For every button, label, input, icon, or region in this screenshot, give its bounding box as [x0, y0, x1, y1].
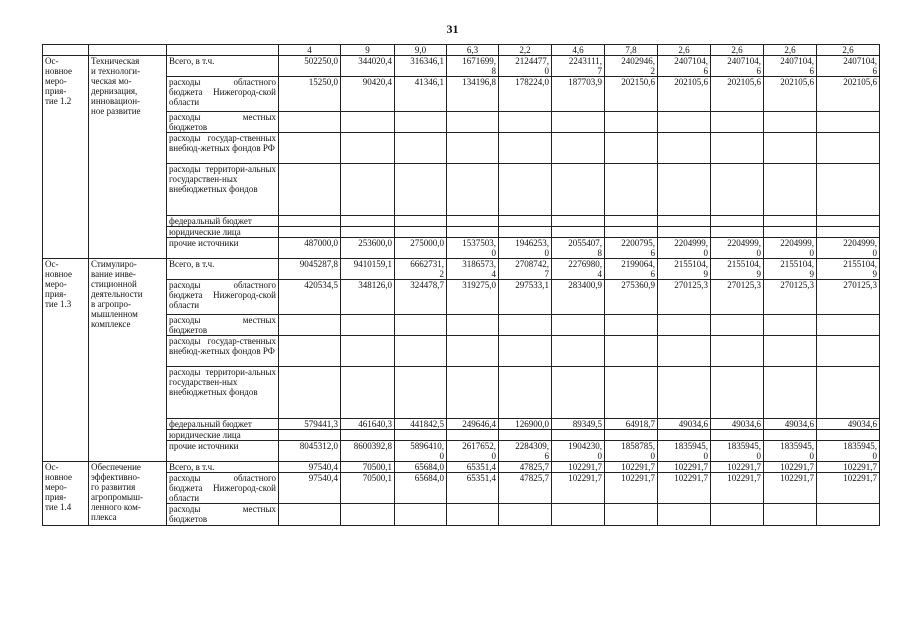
value-cell: 89349,5	[552, 419, 605, 430]
value-cell: 1835945, 0	[711, 441, 764, 462]
value-cell: 6662731, 2	[395, 259, 447, 280]
value-cell: 47825,7	[499, 462, 552, 473]
value-cell	[605, 227, 658, 238]
value-cell: 49034,6	[817, 419, 880, 430]
value-cell: 2204999, 0	[817, 238, 880, 259]
value-cell	[395, 367, 447, 419]
funding-source-cell: расходы областного бюджета Нижегород-ской области	[167, 473, 279, 504]
value-cell	[817, 504, 880, 526]
table-row	[43, 473, 880, 504]
value-cell	[447, 216, 499, 227]
value-cell: 2155104, 9	[658, 259, 711, 280]
header-cell: 4	[279, 45, 341, 56]
value-cell	[447, 504, 499, 526]
value-cell	[605, 112, 658, 133]
value-cell	[447, 430, 499, 441]
value-cell	[605, 504, 658, 526]
funding-source-cell: юридические лица	[167, 227, 279, 238]
header-cell: 2,6	[658, 45, 711, 56]
value-cell: 2155104, 9	[764, 259, 817, 280]
value-cell	[711, 504, 764, 526]
value-cell: 15250,0	[279, 77, 341, 112]
value-cell: 348126,0	[341, 280, 395, 315]
value-cell	[658, 430, 711, 441]
value-cell: 65684,0	[395, 473, 447, 504]
value-cell	[499, 315, 552, 336]
value-cell: 249646,4	[447, 419, 499, 430]
page-number: 31	[446, 22, 459, 36]
table-row	[43, 504, 880, 526]
value-cell	[552, 164, 605, 216]
value-cell: 1858785, 0	[605, 441, 658, 462]
value-cell	[341, 430, 395, 441]
value-cell: 1537503, 0	[447, 238, 499, 259]
value-cell	[499, 216, 552, 227]
value-cell	[341, 164, 395, 216]
table-row	[43, 77, 880, 112]
header-cell-empty	[89, 45, 167, 56]
value-cell	[499, 227, 552, 238]
value-cell	[605, 336, 658, 367]
value-cell	[605, 315, 658, 336]
value-cell: 2407104, 6	[764, 56, 817, 77]
value-cell: 102291,7	[817, 473, 880, 504]
value-cell: 2199064, 6	[605, 259, 658, 280]
header-cell: 2,6	[817, 45, 880, 56]
value-cell	[764, 315, 817, 336]
value-cell	[605, 133, 658, 164]
table-row	[43, 227, 880, 238]
table-row	[43, 430, 880, 441]
table-row	[43, 238, 880, 259]
value-cell: 47825,7	[499, 473, 552, 504]
funding-source-cell: Всего, в т.ч.	[167, 56, 279, 77]
value-cell: 2155104, 9	[711, 259, 764, 280]
value-cell	[658, 504, 711, 526]
value-cell	[605, 367, 658, 419]
funding-source-cell: прочие источники	[167, 238, 279, 259]
value-cell	[658, 216, 711, 227]
value-cell: 2204999, 0	[711, 238, 764, 259]
table-row	[43, 441, 880, 462]
header-cell: 2,6	[711, 45, 764, 56]
header-cell: 7,8	[605, 45, 658, 56]
value-cell	[764, 164, 817, 216]
value-cell: 126900,0	[499, 419, 552, 430]
value-cell: 441842,5	[395, 419, 447, 430]
value-cell	[817, 367, 880, 419]
value-cell: 102291,7	[658, 473, 711, 504]
value-cell: 275360,9	[605, 280, 658, 315]
value-cell	[764, 430, 817, 441]
event-cell: Ос- новное меро- прия- тие 1.4	[43, 462, 89, 526]
value-cell: 2402946, 2	[605, 56, 658, 77]
value-cell: 97540,4	[279, 462, 341, 473]
value-cell	[279, 216, 341, 227]
value-cell: 297533,1	[499, 280, 552, 315]
value-cell	[605, 430, 658, 441]
value-cell	[447, 112, 499, 133]
value-cell: 2055407, 8	[552, 238, 605, 259]
header-cell: 2,2	[499, 45, 552, 56]
value-cell	[817, 430, 880, 441]
value-cell	[447, 315, 499, 336]
table-row	[43, 112, 880, 133]
value-cell	[447, 336, 499, 367]
value-cell: 420534,5	[279, 280, 341, 315]
value-cell	[279, 112, 341, 133]
value-cell	[711, 216, 764, 227]
value-cell: 2617652, 0	[447, 441, 499, 462]
value-cell: 2407104, 6	[658, 56, 711, 77]
value-cell	[395, 133, 447, 164]
value-cell	[658, 164, 711, 216]
value-cell	[658, 336, 711, 367]
value-cell: 202105,6	[658, 77, 711, 112]
value-cell	[279, 336, 341, 367]
value-cell: 9410159,1	[341, 259, 395, 280]
value-cell	[499, 112, 552, 133]
funding-source-cell: расходы местных бюджетов	[167, 504, 279, 526]
value-cell	[817, 164, 880, 216]
value-cell: 70500,1	[341, 473, 395, 504]
value-cell	[279, 367, 341, 419]
value-cell	[279, 315, 341, 336]
value-cell	[395, 164, 447, 216]
value-cell	[447, 133, 499, 164]
value-cell: 2124477, 0	[499, 56, 552, 77]
value-cell: 64918,7	[605, 419, 658, 430]
funding-source-cell: расходы местных бюджетов	[167, 315, 279, 336]
header-cell: 9	[341, 45, 395, 56]
funding-source-cell: расходы областного бюджета Нижегород-ской области	[167, 280, 279, 315]
value-cell: 275000,0	[395, 238, 447, 259]
value-cell	[658, 133, 711, 164]
value-cell: 49034,6	[711, 419, 764, 430]
value-cell: 316346,1	[395, 56, 447, 77]
value-cell	[279, 430, 341, 441]
value-cell: 102291,7	[764, 462, 817, 473]
value-cell: 8045312,0	[279, 441, 341, 462]
funding-source-cell: расходы территори-альных государствен-ных внебюджетных фондов	[167, 367, 279, 419]
funding-source-cell: Всего, в т.ч.	[167, 259, 279, 280]
header-row	[43, 45, 880, 56]
value-cell	[341, 133, 395, 164]
funding-source-cell: федеральный бюджет	[167, 419, 279, 430]
value-cell	[552, 227, 605, 238]
value-cell	[817, 315, 880, 336]
funding-source-cell: Всего, в т.ч.	[167, 462, 279, 473]
value-cell	[279, 504, 341, 526]
value-cell	[552, 133, 605, 164]
table-row	[43, 336, 880, 367]
value-cell	[447, 227, 499, 238]
value-cell: 1835945, 0	[658, 441, 711, 462]
funding-source-cell: расходы государ-ственных внебюд-жетных фондов РФ	[167, 336, 279, 367]
value-cell: 90420,4	[341, 77, 395, 112]
event-cell: Ос- новное меро- прия- тие 1.2	[43, 56, 89, 259]
value-cell: 2407104, 6	[817, 56, 880, 77]
value-cell	[764, 336, 817, 367]
table-row	[43, 56, 880, 77]
value-cell: 324478,7	[395, 280, 447, 315]
value-cell	[711, 133, 764, 164]
value-cell	[817, 336, 880, 367]
value-cell	[817, 112, 880, 133]
value-cell: 253600,0	[341, 238, 395, 259]
value-cell: 102291,7	[658, 462, 711, 473]
value-cell: 9045287,8	[279, 259, 341, 280]
value-cell: 202105,6	[711, 77, 764, 112]
value-cell: 1835945, 0	[817, 441, 880, 462]
value-cell	[711, 227, 764, 238]
value-cell	[764, 216, 817, 227]
value-cell: 49034,6	[764, 419, 817, 430]
table-row	[43, 259, 880, 280]
value-cell: 102291,7	[764, 473, 817, 504]
table-row	[43, 164, 880, 216]
value-cell	[711, 315, 764, 336]
value-cell	[341, 216, 395, 227]
value-cell: 102291,7	[711, 473, 764, 504]
table-row	[43, 133, 880, 164]
value-cell	[552, 315, 605, 336]
value-cell	[499, 430, 552, 441]
value-cell	[711, 430, 764, 441]
value-cell: 283400,9	[552, 280, 605, 315]
table-row	[43, 315, 880, 336]
value-cell	[552, 430, 605, 441]
value-cell: 102291,7	[552, 462, 605, 473]
value-cell: 2708742, 7	[499, 259, 552, 280]
value-cell: 461640,3	[341, 419, 395, 430]
value-cell: 202105,6	[817, 77, 880, 112]
value-cell: 270125,3	[764, 280, 817, 315]
value-cell: 2155104, 9	[817, 259, 880, 280]
description-cell: Техническая и технологи- ческая мо- дернизация, инновацион- ное развитие	[89, 56, 167, 259]
value-cell: 1904230, 0	[552, 441, 605, 462]
value-cell	[395, 315, 447, 336]
table-row	[43, 419, 880, 430]
value-cell	[658, 112, 711, 133]
value-cell	[711, 367, 764, 419]
value-cell: 65351,4	[447, 473, 499, 504]
value-cell: 65351,4	[447, 462, 499, 473]
value-cell	[395, 430, 447, 441]
value-cell: 70500,1	[341, 462, 395, 473]
value-cell	[341, 112, 395, 133]
value-cell	[605, 164, 658, 216]
value-cell	[764, 133, 817, 164]
value-cell: 5896410, 0	[395, 441, 447, 462]
value-cell	[764, 112, 817, 133]
value-cell: 2200795, 6	[605, 238, 658, 259]
value-cell	[658, 367, 711, 419]
value-cell	[658, 227, 711, 238]
value-cell: 102291,7	[552, 473, 605, 504]
header-cell-empty	[167, 45, 279, 56]
value-cell: 41346,1	[395, 77, 447, 112]
value-cell: 49034,6	[658, 419, 711, 430]
table-row	[43, 216, 880, 227]
header-cell-empty	[43, 45, 89, 56]
funding-source-cell: юридические лица	[167, 430, 279, 441]
table-row	[43, 280, 880, 315]
header-cell: 2,6	[764, 45, 817, 56]
value-cell: 487000,0	[279, 238, 341, 259]
funding-source-cell: расходы государ-ственных внебюд-жетных фондов РФ	[167, 133, 279, 164]
value-cell	[764, 227, 817, 238]
description-cell: Обеспечение эффективно- го развития агропромыш- ленного ком- плекса	[89, 462, 167, 526]
value-cell	[711, 112, 764, 133]
value-cell: 102291,7	[817, 462, 880, 473]
value-cell: 2243111, 7	[552, 56, 605, 77]
value-cell	[605, 216, 658, 227]
value-cell	[341, 315, 395, 336]
value-cell: 579441,3	[279, 419, 341, 430]
value-cell	[552, 504, 605, 526]
value-cell	[341, 504, 395, 526]
value-cell: 134196,8	[447, 77, 499, 112]
value-cell: 8600392,8	[341, 441, 395, 462]
value-cell	[552, 112, 605, 133]
value-cell: 2276980, 4	[552, 259, 605, 280]
value-cell	[764, 504, 817, 526]
value-cell: 97540,4	[279, 473, 341, 504]
value-cell: 270125,3	[817, 280, 880, 315]
header-cell: 4,6	[552, 45, 605, 56]
value-cell	[499, 504, 552, 526]
value-cell	[341, 227, 395, 238]
value-cell	[552, 367, 605, 419]
value-cell: 2407104, 6	[711, 56, 764, 77]
value-cell	[499, 336, 552, 367]
value-cell: 102291,7	[605, 462, 658, 473]
value-cell: 344020,4	[341, 56, 395, 77]
value-cell: 102291,7	[605, 473, 658, 504]
funding-source-cell: расходы местных бюджетов	[167, 112, 279, 133]
funding-source-cell: федеральный бюджет	[167, 216, 279, 227]
funding-source-cell: прочие источники	[167, 441, 279, 462]
value-cell: 270125,3	[711, 280, 764, 315]
value-cell	[658, 315, 711, 336]
value-cell	[395, 227, 447, 238]
value-cell	[279, 133, 341, 164]
header-cell: 9,0	[395, 45, 447, 56]
value-cell	[395, 216, 447, 227]
value-cell	[499, 133, 552, 164]
value-cell: 178224,0	[499, 77, 552, 112]
value-cell: 102291,7	[711, 462, 764, 473]
table-row	[43, 367, 880, 419]
value-cell	[341, 336, 395, 367]
value-cell	[817, 227, 880, 238]
value-cell	[711, 336, 764, 367]
value-cell	[341, 367, 395, 419]
value-cell	[279, 164, 341, 216]
table-row	[43, 462, 880, 473]
value-cell: 1671699, 8	[447, 56, 499, 77]
value-cell	[395, 504, 447, 526]
value-cell	[552, 336, 605, 367]
value-cell: 202105,6	[764, 77, 817, 112]
description-cell: Стимулиро- вание инве- стиционной деятельности в агропро- мышленном комплексе	[89, 259, 167, 462]
value-cell: 502250,0	[279, 56, 341, 77]
value-cell	[499, 367, 552, 419]
value-cell: 2204999, 0	[658, 238, 711, 259]
value-cell	[764, 367, 817, 419]
header-cell: 6,3	[447, 45, 499, 56]
value-cell	[279, 227, 341, 238]
value-cell: 202150,6	[605, 77, 658, 112]
value-cell: 270125,3	[658, 280, 711, 315]
value-cell	[447, 367, 499, 419]
value-cell	[817, 133, 880, 164]
value-cell: 65684,0	[395, 462, 447, 473]
value-cell: 187703,9	[552, 77, 605, 112]
value-cell	[447, 164, 499, 216]
value-cell: 1946253, 0	[499, 238, 552, 259]
funding-source-cell: расходы областного бюджета Нижегород-ской области	[167, 77, 279, 112]
value-cell: 3186573, 4	[447, 259, 499, 280]
value-cell: 2284309, 6	[499, 441, 552, 462]
value-cell	[552, 216, 605, 227]
event-cell: Ос- новное меро- прия- тие 1.3	[43, 259, 89, 462]
value-cell: 319275,0	[447, 280, 499, 315]
value-cell	[395, 112, 447, 133]
value-cell: 1835945, 0	[764, 441, 817, 462]
value-cell	[711, 164, 764, 216]
budget-table	[42, 44, 880, 526]
value-cell	[499, 164, 552, 216]
value-cell: 2204999, 0	[764, 238, 817, 259]
value-cell	[395, 336, 447, 367]
funding-source-cell: расходы территори-альных государствен-ных внебюджетных фондов	[167, 164, 279, 216]
value-cell	[817, 216, 880, 227]
